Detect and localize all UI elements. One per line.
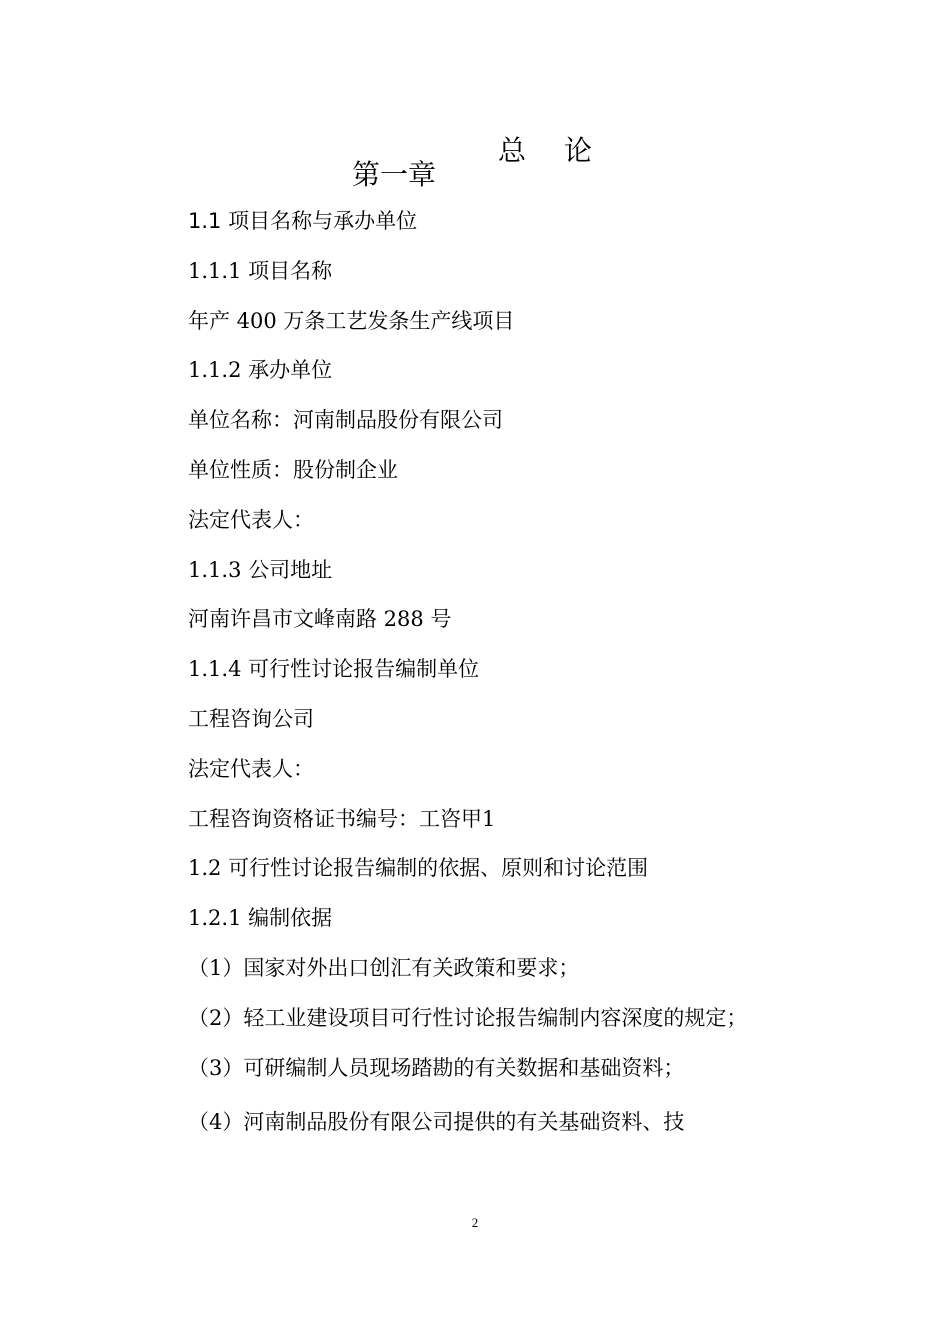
basis-item-2: （2）轻工业建设项目可行性讨论报告编制内容深度的规定； (188, 1005, 748, 1030)
basis-item-3: （3）可研编制人员现场踏勘的有关数据和基础资料； (188, 1055, 685, 1080)
unit-name: 单位名称：河南制品股份有限公司 (188, 408, 503, 433)
legal-representative-2: 法定代表人： (188, 756, 314, 781)
heading-1-2: 1.2 可行性讨论报告编制的依据、原则和讨论范围 (188, 856, 649, 881)
heading-1-1-1: 1.1.1 项目名称 (188, 258, 333, 283)
heading-1-1: 1.1 项目名称与承办单位 (188, 209, 418, 233)
company-address: 河南许昌市文峰南路 288 号 (188, 607, 452, 632)
body-text (188, 203, 888, 1154)
section-title: 总论 (498, 134, 631, 167)
basis-item-4: （4）河南制品股份有限公司提供的有关基础资料、技 (188, 1110, 685, 1135)
legal-representative: 法定代表人： (188, 507, 314, 532)
heading-1-1-3: 1.1.3 公司地址 (188, 557, 333, 582)
heading-1-2-1: 1.2.1 编制依据 (188, 906, 333, 931)
certificate-number: 工程咨询资格证书编号：工咨甲1 (188, 806, 496, 831)
basis-item-1: （1）国家对外出口创汇有关政策和要求； (188, 955, 580, 980)
unit-nature: 单位性质：股份制企业 (188, 457, 398, 482)
page-number: 2 (471, 1215, 479, 1230)
project-name: 年产 400 万条工艺发条生产线项目 (188, 308, 515, 333)
heading-1-1-2: 1.1.2 承办单位 (188, 358, 333, 383)
heading-1-1-4: 1.1.4 可行性讨论报告编制单位 (188, 657, 480, 682)
chapter-title: 第一章 (352, 158, 437, 191)
consulting-company: 工程咨询公司 (188, 706, 314, 731)
